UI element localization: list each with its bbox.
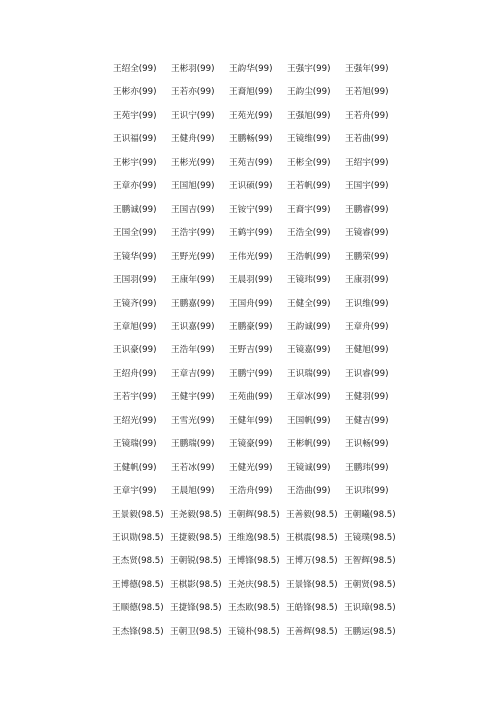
name-score-cell: 王章吉(99) <box>171 368 215 379</box>
name-score-cell: 王健舟(99) <box>171 134 215 145</box>
name-score-cell: 王彬亦(99) <box>113 87 157 98</box>
name-score-cell: 王若帆(99) <box>287 181 331 192</box>
name-score-cell: 王朝锐(98.5) <box>170 556 222 567</box>
name-score-cell: 王苑光(99) <box>229 110 273 121</box>
name-score-cell: 王杰锋(98.5) <box>112 626 164 637</box>
name-score-cell: 王国全(99) <box>113 228 157 239</box>
name-score-cell: 王浩舟(99) <box>229 486 273 497</box>
name-score-cell: 王皓锋(98.5) <box>286 603 338 614</box>
name-score-cell: 王彬帆(99) <box>287 439 331 450</box>
name-score-cell: 王国吉(99) <box>171 204 215 215</box>
name-score-cell: 王国帆(99) <box>287 415 331 426</box>
name-score-cell: 王苑曲(99) <box>229 392 273 403</box>
name-score-cell: 王彬全(99) <box>287 157 331 168</box>
name-score-cell: 王鹏荣(99) <box>345 251 389 262</box>
name-score-cell: 王苑宇(99) <box>113 110 157 121</box>
name-score-cell: 王朝曦(98.5) <box>344 509 396 520</box>
name-score-cell: 王识维(99) <box>345 298 389 309</box>
name-score-cell: 王镜维(99) <box>287 134 331 145</box>
name-score-cell: 王尧庆(98.5) <box>228 579 280 590</box>
name-score-cell: 王苑吉(99) <box>229 157 273 168</box>
name-score-cell: 王鹏玮(99) <box>345 462 389 473</box>
name-score-cell: 王若宇(99) <box>113 392 157 403</box>
name-score-cell: 王雪光(99) <box>171 415 215 426</box>
name-score-cell: 王识宁(99) <box>171 110 215 121</box>
name-score-cell: 王识玮(99) <box>345 486 389 497</box>
name-score-cell: 王朝卫(98.5) <box>170 626 222 637</box>
name-score-cell: 王健吉(99) <box>345 415 389 426</box>
name-score-cell: 王浩全(99) <box>287 228 331 239</box>
name-score-cell: 王维逸(98.5) <box>228 533 280 543</box>
name-score-cell: 王章旭(99) <box>113 321 157 332</box>
name-score-cell: 王景锋(98.5) <box>286 579 338 590</box>
name-score-cell: 王晨旭(99) <box>171 486 215 497</box>
name-score-cell: 王识璋(98.5) <box>344 603 396 614</box>
name-score-cell: 王浩帆(99) <box>287 251 331 262</box>
name-score-cell: 王镜齐(99) <box>113 298 157 309</box>
name-score-cell: 王镜诚(99) <box>287 462 331 473</box>
name-score-cell: 王镜朴(98.5) <box>228 626 280 637</box>
name-score-cell: 王棋震(98.5) <box>286 533 338 543</box>
name-score-cell: 王强宇(99) <box>287 64 331 74</box>
name-score-cell: 王绍光(99) <box>113 415 157 426</box>
name-score-cell: 王健帆(99) <box>113 462 157 473</box>
name-score-cell: 王健宇(99) <box>171 392 215 403</box>
name-score-cell: 王鹏瑞(99) <box>171 439 215 450</box>
name-score-cell: 王浩年(99) <box>171 345 215 356</box>
name-score-cell: 王健羽(99) <box>345 392 389 403</box>
name-score-cell: 王朝辉(98.5) <box>228 509 280 520</box>
name-score-cell: 王镜华(99) <box>113 251 157 262</box>
name-score-cell: 王国宇(99) <box>345 181 389 192</box>
name-score-cell: 王晨羽(99) <box>229 275 273 286</box>
name-score-cell: 王健旭(99) <box>345 345 389 356</box>
name-score-cell: 王识勋(98.5) <box>112 533 164 543</box>
name-score-cell: 王国舟(99) <box>229 298 273 309</box>
name-score-cell: 王鹏嘉(99) <box>171 298 215 309</box>
name-score-cell: 王识硕(99) <box>229 181 273 192</box>
name-score-cell: 王铵宁(99) <box>229 204 273 215</box>
name-score-cell: 王鹏运(98.5) <box>344 626 396 637</box>
name-score-cell: 王裔宇(99) <box>287 204 331 215</box>
name-score-cell: 王野光(99) <box>171 251 215 262</box>
name-score-cell: 王健年(99) <box>229 415 273 426</box>
name-score-cell: 王章宇(99) <box>113 486 157 497</box>
name-score-cell: 王康年(99) <box>171 275 215 286</box>
name-score-cell: 王若舟(99) <box>345 110 389 121</box>
name-score-cell: 王善辉(98.5) <box>286 626 338 637</box>
name-score-cell: 王章冰(99) <box>287 392 331 403</box>
name-score-cell: 王棋影(98.5) <box>170 579 222 590</box>
name-score-cell: 王绍全(99) <box>113 64 157 74</box>
name-score-cell: 王鹏豪(99) <box>229 321 273 332</box>
name-score-cell: 王若亦(99) <box>171 87 215 98</box>
name-score-cell: 王博德(98.5) <box>112 579 164 590</box>
name-score-cell: 王镜瑞(99) <box>113 439 157 450</box>
name-score-cell: 王识豪(99) <box>113 345 157 356</box>
name-score-cell: 王识福(99) <box>113 134 157 145</box>
name-score-cell: 王鹏睿(99) <box>345 204 389 215</box>
name-score-cell: 王尧毅(98.5) <box>170 509 222 520</box>
name-score-cell: 王强年(99) <box>345 64 389 74</box>
name-score-cell: 王镜豪(99) <box>229 439 273 450</box>
name-score-cell: 王若旭(99) <box>345 87 389 98</box>
name-score-cell: 王博锋(98.5) <box>228 556 280 567</box>
name-score-cell: 王识畅(99) <box>345 439 389 450</box>
name-score-cell: 王镜璞(98.5) <box>344 533 396 543</box>
name-score-cell: 王杰欧(98.5) <box>228 603 280 614</box>
name-score-cell: 王健全(99) <box>287 298 331 309</box>
name-score-cell: 王镜嘉(99) <box>287 345 331 356</box>
name-score-cell: 王韵尘(99) <box>287 87 331 98</box>
name-score-cell: 王朝贤(98.5) <box>344 579 396 590</box>
name-score-cell: 王捷锋(98.5) <box>170 603 222 614</box>
name-score-cell: 王镜睿(99) <box>345 228 389 239</box>
name-score-cell: 王韵诚(99) <box>287 321 331 332</box>
name-score-cell: 王识嘉(99) <box>171 321 215 332</box>
name-score-cell: 王国旭(99) <box>171 181 215 192</box>
name-score-cell: 王浩曲(99) <box>287 486 331 497</box>
name-score-cell: 王捷毅(98.5) <box>170 533 222 543</box>
name-score-cell: 王博万(98.5) <box>286 556 338 567</box>
name-score-cell: 王若曲(99) <box>345 134 389 145</box>
name-score-cell: 王野吉(99) <box>229 345 273 356</box>
name-score-cell: 王国羽(99) <box>113 275 157 286</box>
name-score-cell: 王鹏宁(99) <box>229 368 273 379</box>
name-score-cell: 王健光(99) <box>229 462 273 473</box>
name-score-cell: 王彬羽(99) <box>171 64 215 74</box>
name-score-cell: 王裔旭(99) <box>229 87 273 98</box>
name-score-cell: 王鹏畅(99) <box>229 134 273 145</box>
name-score-cell: 王景毅(98.5) <box>112 509 164 520</box>
name-score-cell: 王彬光(99) <box>171 157 215 168</box>
name-score-cell: 王识瑞(99) <box>287 368 331 379</box>
name-score-cell: 王章亦(99) <box>113 181 157 192</box>
name-score-cell: 王绍宇(99) <box>345 157 389 168</box>
name-score-cell: 王彬宇(99) <box>113 157 157 168</box>
name-score-cell: 王杰贤(98.5) <box>112 556 164 567</box>
name-score-cell: 王绍舟(99) <box>113 368 157 379</box>
name-score-cell: 王强旭(99) <box>287 110 331 121</box>
name-score-cell: 王章舟(99) <box>345 321 389 332</box>
name-score-cell: 王伟光(99) <box>229 251 273 262</box>
name-score-cell: 王浩宇(99) <box>171 228 215 239</box>
name-score-cell: 王镜玮(99) <box>287 275 331 286</box>
name-score-cell: 王鹤宇(99) <box>229 228 273 239</box>
name-score-cell: 王若冰(99) <box>171 462 215 473</box>
name-score-cell: 王韵华(99) <box>229 64 273 74</box>
name-score-cell: 王鹏诚(99) <box>113 204 157 215</box>
name-score-cell: 王识睿(99) <box>345 368 389 379</box>
name-score-cell: 王顺德(98.5) <box>112 603 164 614</box>
name-score-cell: 王智辉(98.5) <box>344 556 396 567</box>
name-score-cell: 王善毅(98.5) <box>286 509 338 520</box>
name-score-cell: 王康羽(99) <box>345 275 389 286</box>
